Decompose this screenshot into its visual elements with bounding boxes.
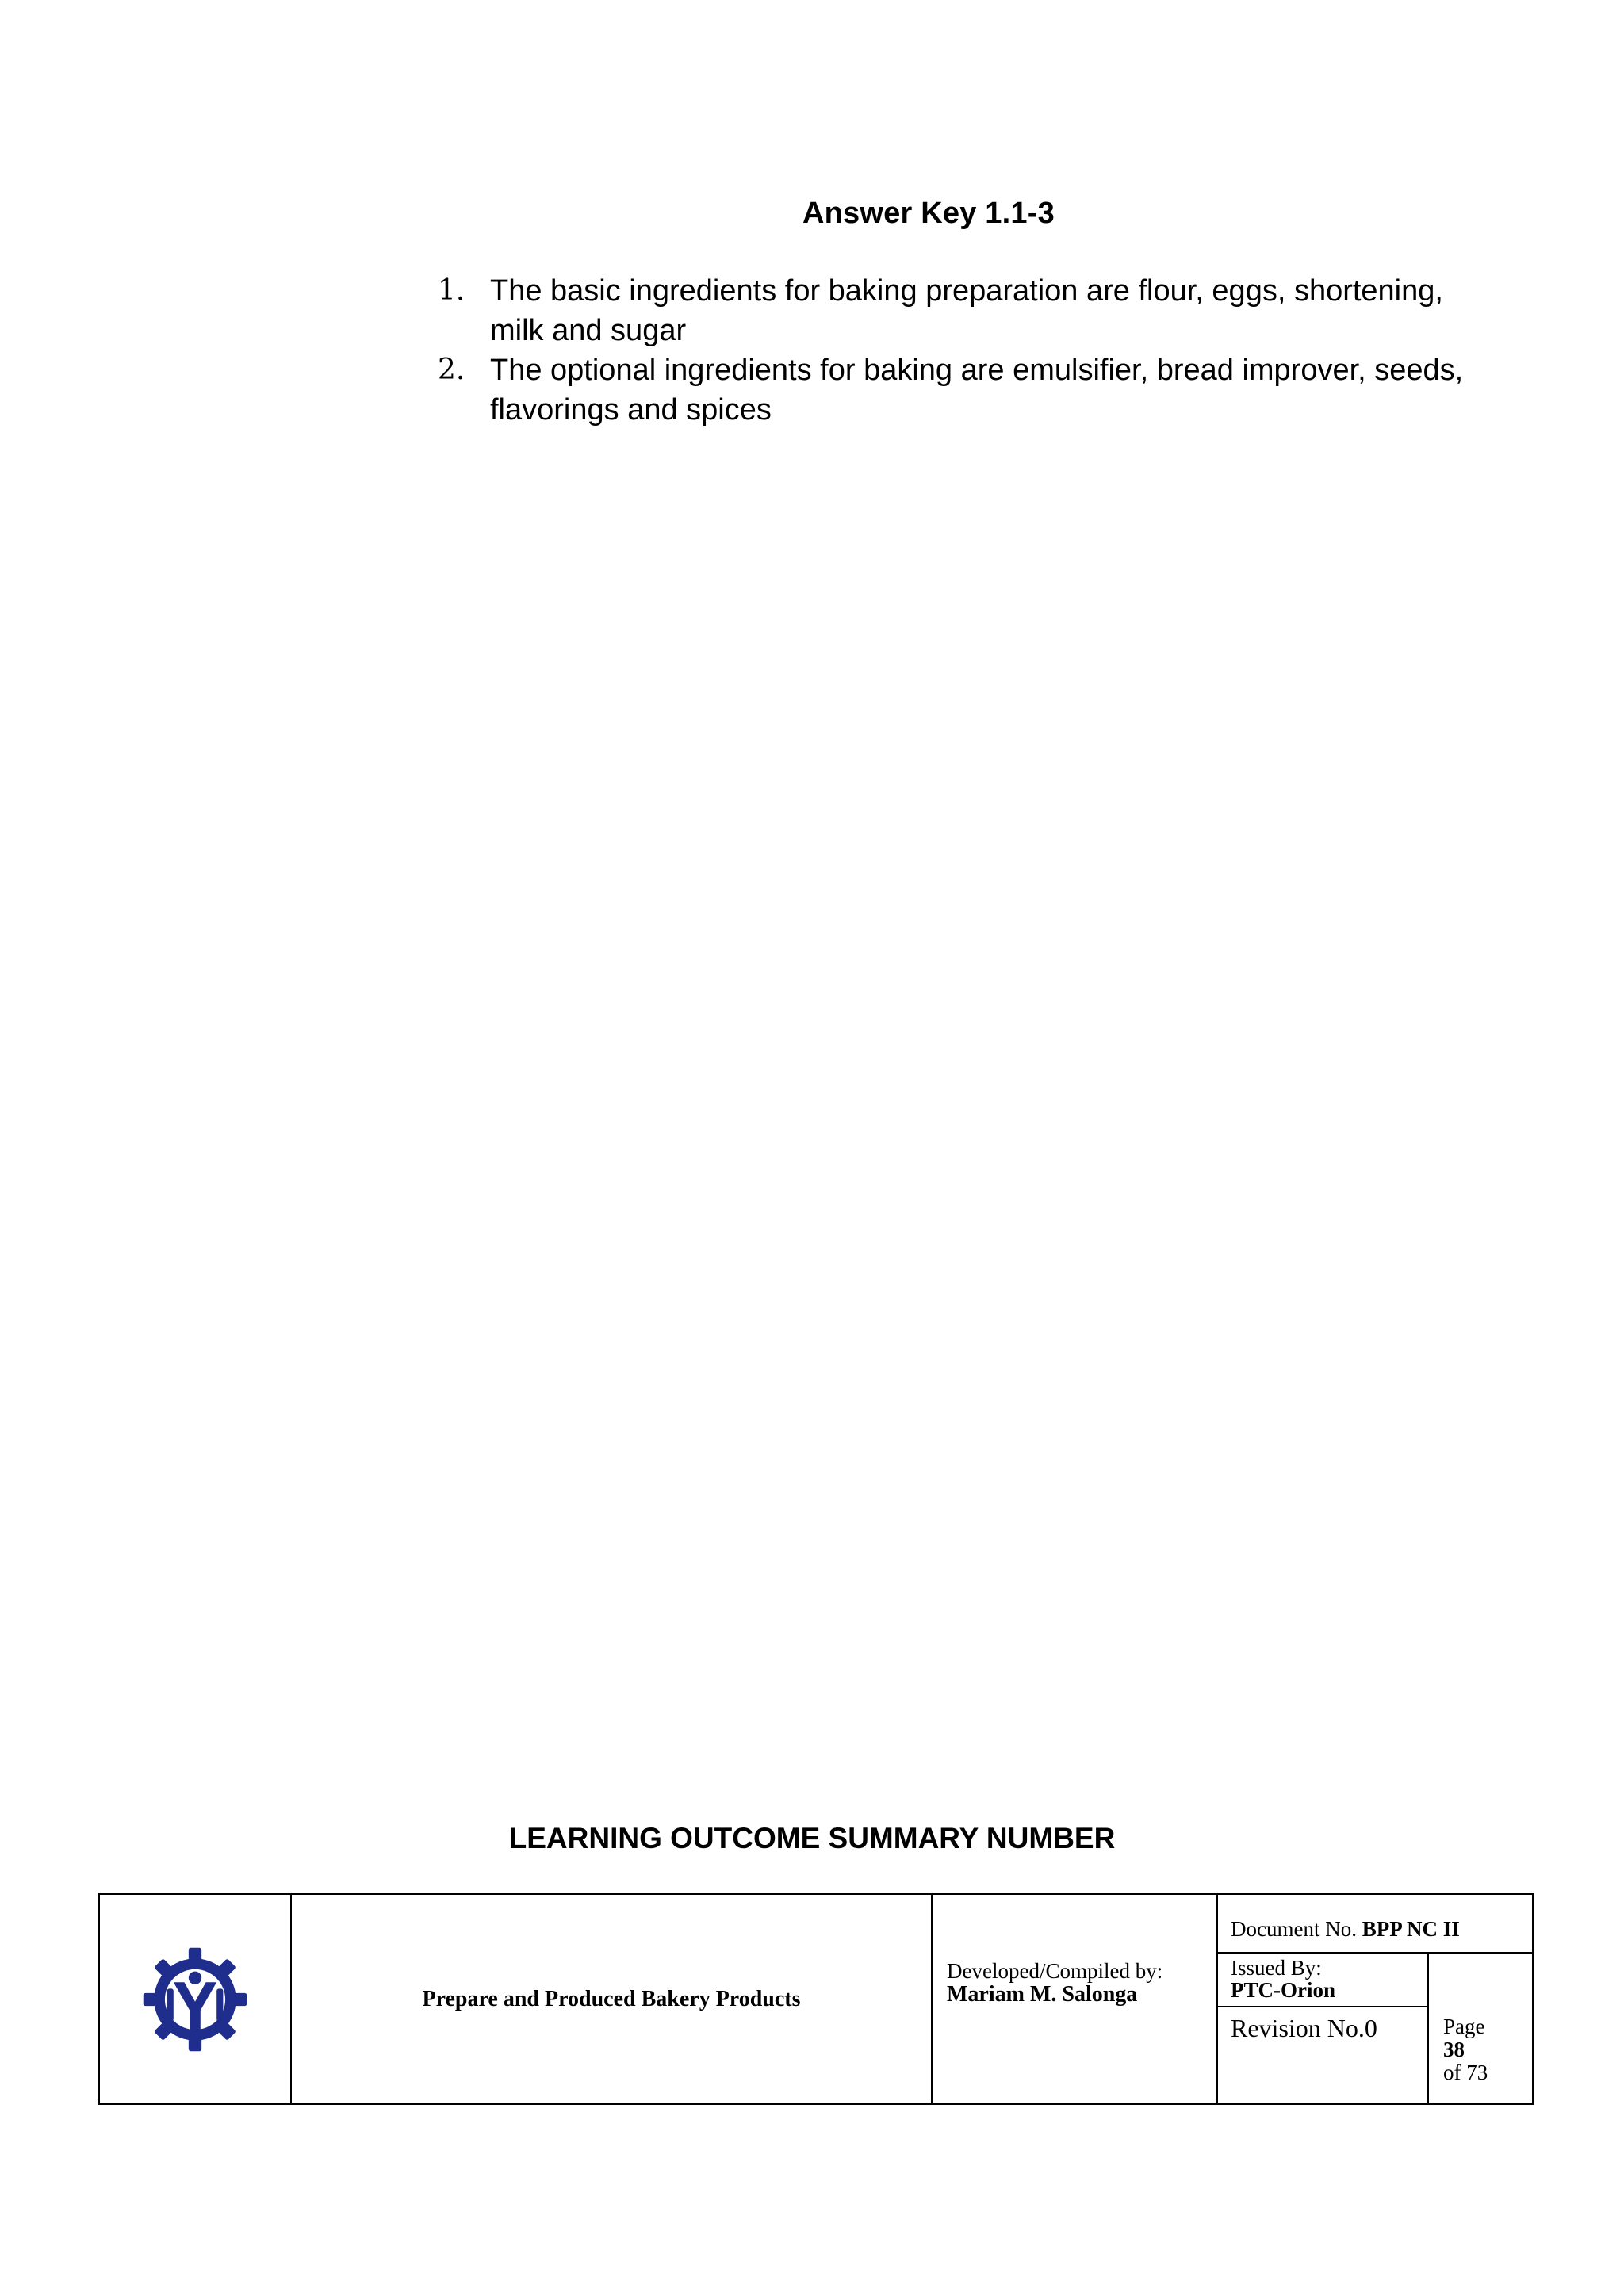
summary-heading: LEARNING OUTCOME SUMMARY NUMBER xyxy=(508,1822,1116,1854)
page-label: Page xyxy=(1443,2015,1485,2038)
developed-label: Developed/Compiled by: xyxy=(947,1959,1163,1983)
tesda-gear-logo-icon xyxy=(141,1946,249,2053)
footer-table xyxy=(98,1893,1534,2105)
logo-cell xyxy=(100,1895,290,2103)
answer-item xyxy=(438,350,1469,430)
document-value: BPP NC II xyxy=(1362,1917,1460,1941)
page-number: 38 xyxy=(1443,2038,1465,2061)
page-info xyxy=(1429,2015,1532,2095)
developer-block xyxy=(933,1895,1216,2103)
answer-item xyxy=(438,271,1469,350)
developer-name: Mariam M. Salonga xyxy=(947,1982,1138,2007)
answer-key-title: Answer Key 1.1-3 xyxy=(802,197,1055,230)
divider xyxy=(1216,1952,1532,1954)
answer-list xyxy=(438,271,1469,430)
issued-by xyxy=(1218,1957,1427,2004)
revision-number: Revision No.0 xyxy=(1231,2014,1377,2042)
issued-value: PTC-Orion xyxy=(1231,1978,1335,2002)
answer-item-number: 2. xyxy=(438,354,465,386)
answer-item-text: The basic ingredients for baking preparation are flour, eggs, shortening, milk and sugar xyxy=(490,274,1443,347)
divider xyxy=(1216,2006,1427,2007)
page-total: of 73 xyxy=(1443,2061,1488,2084)
document-number xyxy=(1218,1917,1532,1949)
answer-item-text: The optional ingredients for baking are emulsifier, bread improver, seeds, flavorings and spices xyxy=(490,354,1464,427)
document-label: Document No. xyxy=(1231,1917,1357,1941)
module-title: Prepare and Produced Bakery Products xyxy=(422,1986,801,2011)
answer-item-number: 1. xyxy=(438,274,465,307)
issued-label: Issued By: xyxy=(1231,1956,1322,1980)
